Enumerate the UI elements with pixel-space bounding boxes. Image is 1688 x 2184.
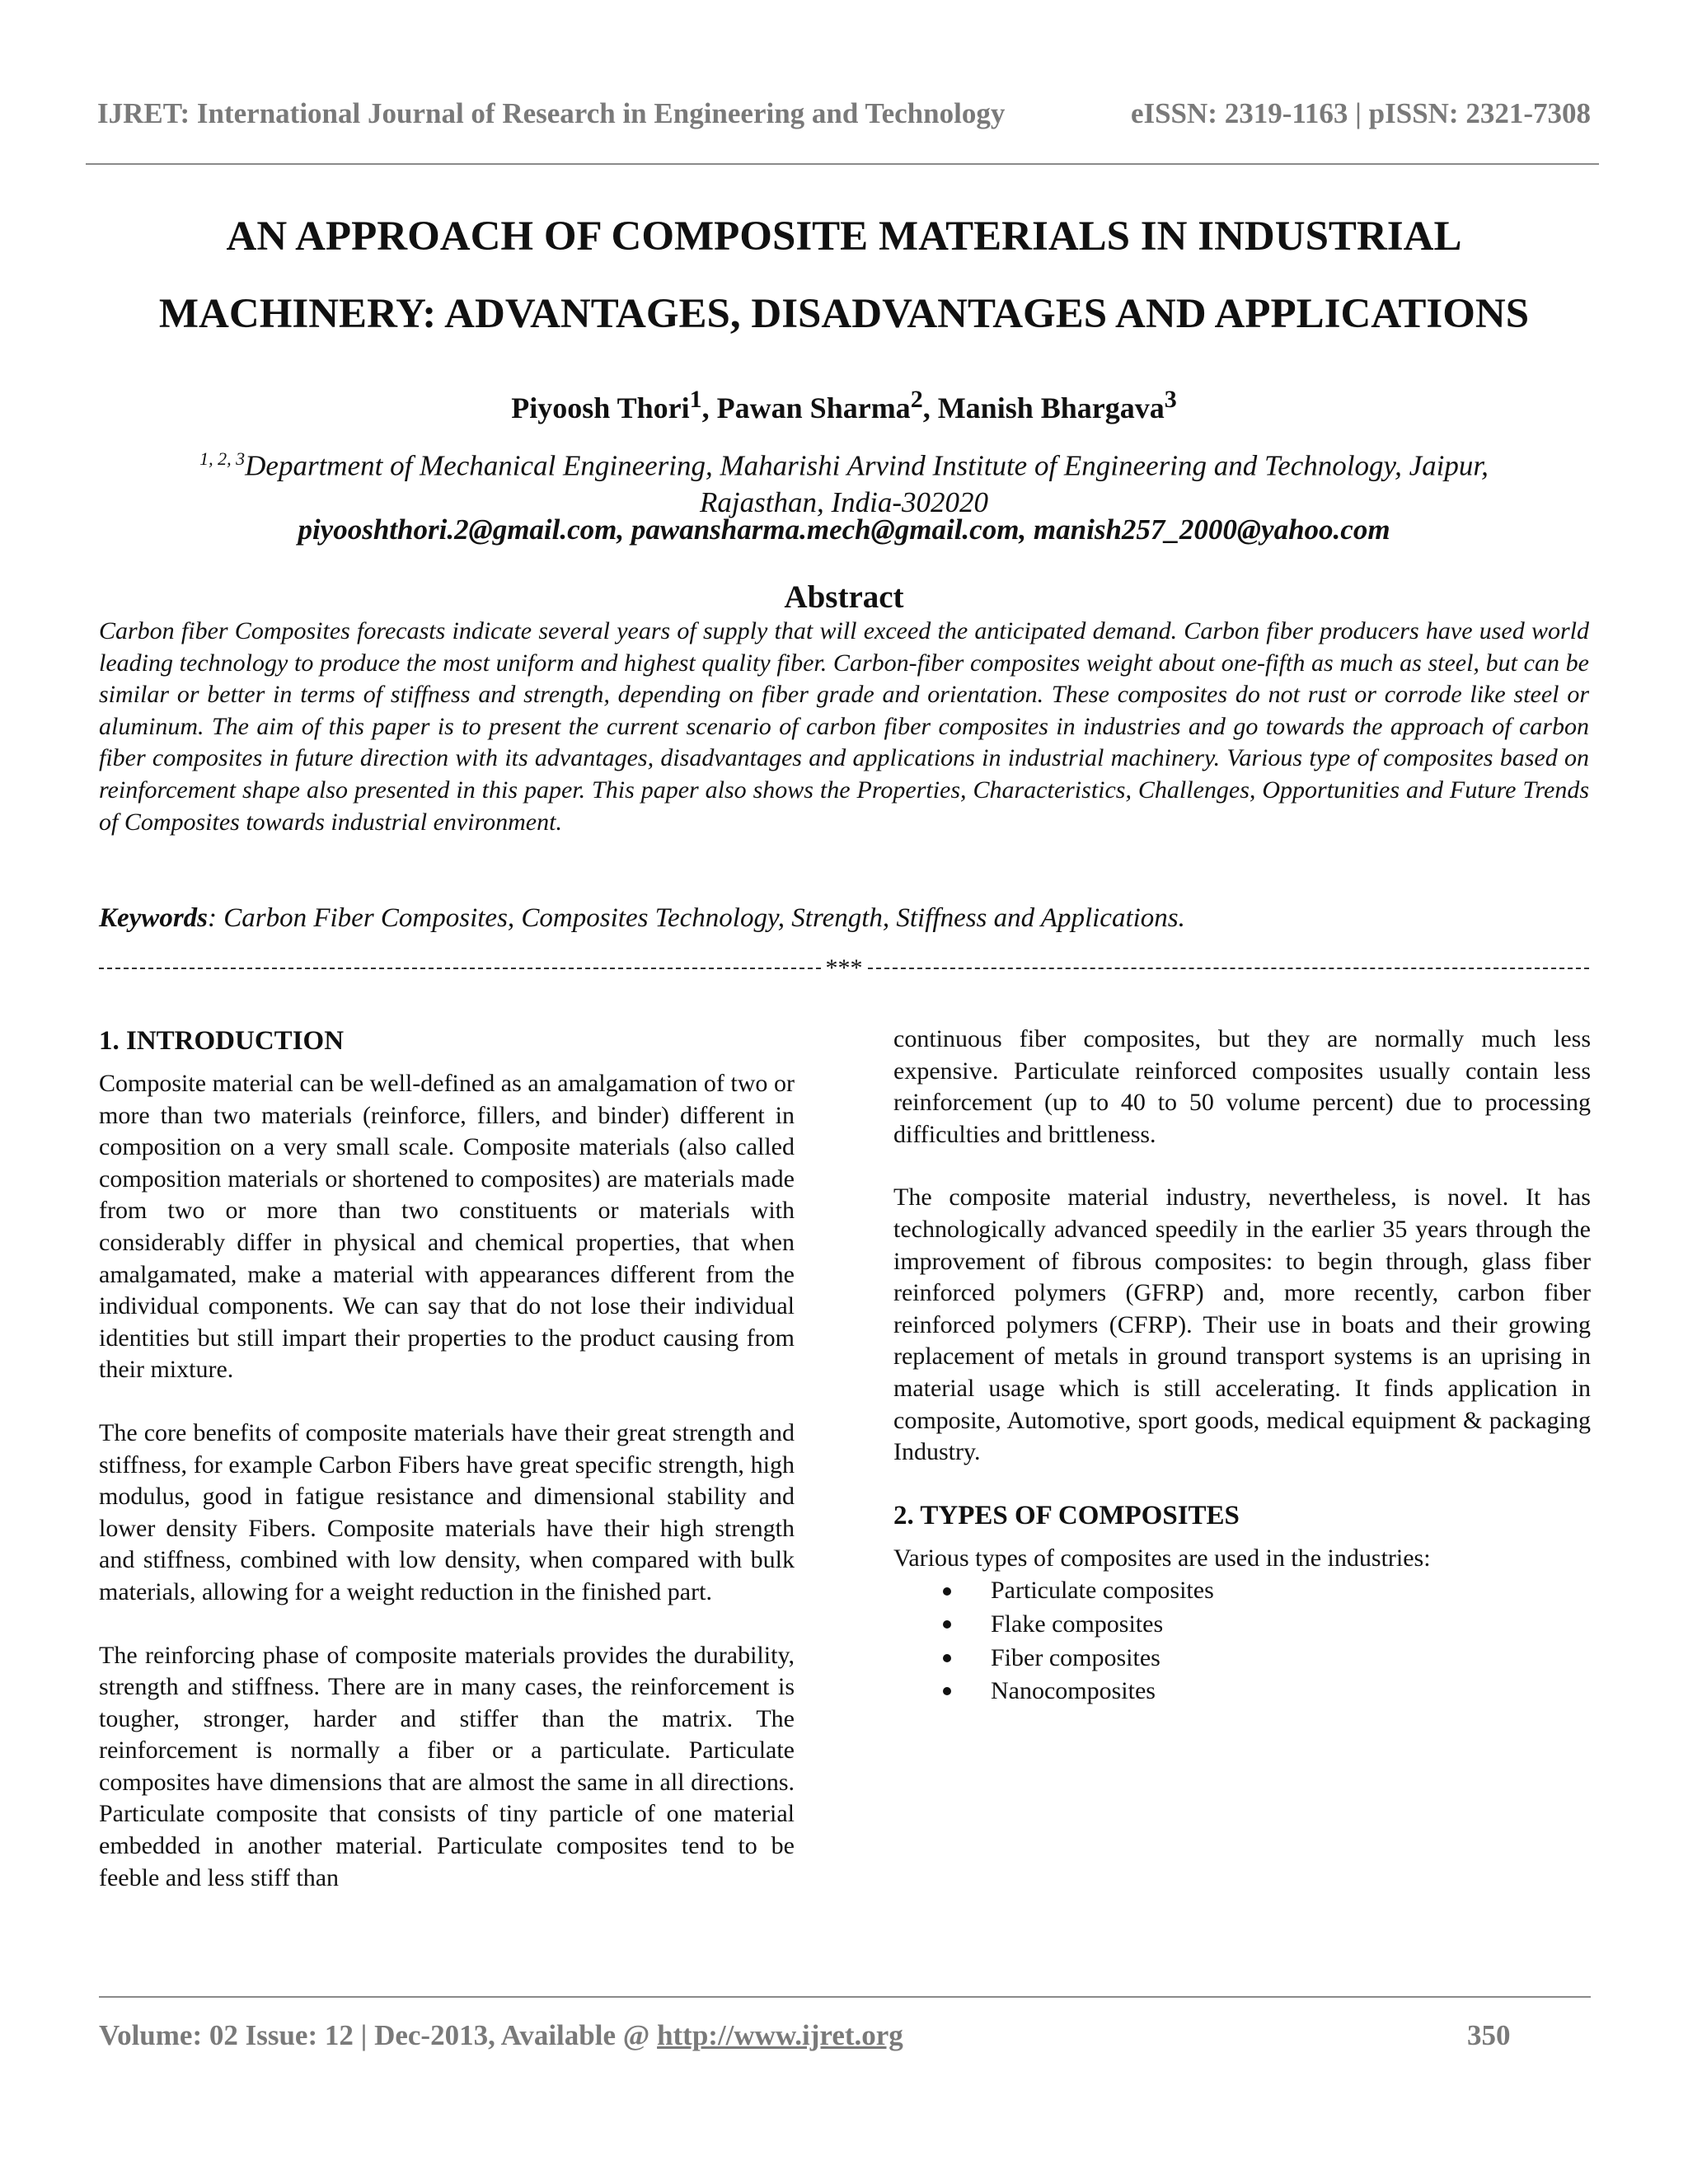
abstract-heading: Abstract [784, 579, 904, 615]
running-header [97, 97, 1591, 130]
list-item-text: Nanocomposites [991, 1677, 1156, 1705]
author-name: Manish Bhargava [937, 391, 1165, 424]
list-item [943, 1608, 1591, 1642]
author-sup: 1 [689, 386, 702, 413]
abstract-text: Carbon fiber Composites forecasts indicate several years of supply that will exceed the anticipated demand. Carbon fiber producers have used world leading technology to produce the most uniform and highest quality fiber. Carbon-fiber composites weight about one-fifth as much as steel, but can be similar or better in terms of stiffness and strength, depending on fiber grade and orientation. These composites do not rust or corrode like steel or aluminum. The aim of this paper is to present the current scenario of carbon fiber composites in industries and go towards the approach of carbon fiber composites in future direction with its advantages, disadvantages and applications in industrial machinery. Various type of composites based on reinforcement shape also presented in this paper. This paper also shows the Properties, Characteristics, Challenges, Opportunities and Future Trends of Composites towards industrial environment. [99, 617, 1589, 836]
keywords-label: Keywords [99, 903, 208, 933]
title-line-2: MACHINERY: ADVANTAGES, DISADVANTAGES AND APPLICATIONS [158, 291, 1530, 337]
list-item [943, 1675, 1591, 1708]
keywords [99, 903, 1589, 934]
types-intro: Various types of composites are used in the industries: [893, 1544, 1431, 1572]
author-separator: , [922, 391, 938, 424]
list-item-text: Particulate composites [991, 1577, 1214, 1605]
separator-dash-left [99, 968, 821, 969]
author-emails: piyooshthori.2@gmail.com, pawansharma.mech@gmail.com, manish257_2000@yahoo.com [298, 513, 1390, 546]
section-separator [99, 956, 1589, 981]
body-paragraph: The reinforcing phase of composite materials provides the durability, strength and stiffness. There are in many cases, the reinforcement is tougher, stronger, harder and stiffer than the matrix. The reinforcement is normally a fiber or a particulate. Particulate composites have dimensions that are almost the same in all directions. Particulate composite that consists of tiny particle of one material embedded in another material. Particulate composites tend to be feeble and less stiff than [99, 1641, 795, 1891]
list-item [943, 1642, 1591, 1675]
author-name: Pawan Sharma [716, 391, 911, 424]
affiliation-line-1 [124, 441, 1564, 485]
right-column [893, 1024, 1591, 1708]
body-paragraph: The core benefits of composite materials have their great strength and stiffness, for example Carbon Fibers have great specific strength, high modulus, good in fatigue resistance and dimensional stability and lower density Fibers. Composite materials have their high strength and stiffness, combined with low density, when compared with bulk materials, allowing for a weight reduction in the finished part. [99, 1418, 795, 1605]
separator-dash-right [868, 968, 1590, 969]
footer-volume-text: Volume: 02 Issue: 12 | Dec-2013, Available @ [99, 2019, 658, 2051]
bullet-icon [943, 1620, 951, 1629]
affiliation-sup: 1, 2, 3 [199, 448, 246, 469]
left-column [99, 1022, 795, 1925]
affiliation-line-2: Rajasthan, India-302020 [700, 485, 988, 518]
list-item-text: Flake composites [991, 1610, 1164, 1638]
author-separator: , [701, 391, 717, 424]
bullet-icon [943, 1687, 951, 1695]
paper-title [74, 198, 1614, 353]
author-name: Piyoosh Thori [511, 391, 690, 424]
title-line-1: AN APPROACH OF COMPOSITE MATERIALS IN INDUSTRIAL [226, 213, 1462, 260]
issn-info: eISSN: 2319-1163 | pISSN: 2321-7308 [1130, 97, 1591, 129]
separator-stars: *** [825, 954, 863, 982]
page-number: 350 [1467, 2019, 1511, 2051]
body-paragraph: continuous fiber composites, but they are normally much less expensive. Particulate reinforced composites usually contain less reinforcement (up to 40 to 50 volume percent) due to processing difficulties and brittleness. [893, 1025, 1591, 1148]
keywords-text: : Carbon Fiber Composites, Composites Technology, Strength, Stiffness and Applications. [208, 903, 1185, 933]
body-paragraph: The composite material industry, nevertheless, is novel. It has technologically advanced speedily in the earlier 35 years through the improvement of fibrous composites: to begin through, glass fiber reinforced polymers (GFRP) and, more recently, carbon fiber reinforced polymers (CFRP). Their use in boats and their growing replacement of metals in ground transport systems is an uprising in material usage which is still accelerating. It finds application in composite, Automotive, sport goods, medical equipment & packaging Industry. [893, 1183, 1591, 1466]
bullet-icon [943, 1587, 951, 1596]
footer-volume [99, 2019, 903, 2052]
list-item [943, 1574, 1591, 1608]
affiliation-text: Department of Mechanical Engineering, Maharishi Arvind Institute of Engineering and Technology, Jaipur, [245, 449, 1489, 482]
journal-link[interactable]: http://www.ijret.org [657, 2019, 903, 2051]
section-heading-introduction: 1. INTRODUCTION [99, 1026, 345, 1056]
author-sup: 3 [1164, 386, 1177, 413]
author-list [0, 386, 1688, 425]
section-heading-types: 2. TYPES OF COMPOSITES [893, 1500, 1240, 1530]
bullet-icon [943, 1654, 951, 1662]
body-paragraph: Composite material can be well-defined as an amalgamation of two or more than two materials (reinforce, fillers, and binder) different in composition on a very small scale. Composite materials (also called composition materials or shortened to composites) are materials made from two or more than two constituents or materials with considerably differ in physical and chemical properties, that when amalgamated, make a material with appearances different from the individual components. We can say that do not lose their individual identities but still impart their properties to the product causing from their mixture. [99, 1070, 795, 1384]
journal-name: IJRET: International Journal of Research in Engineering and Technology [97, 97, 1006, 129]
footer-rule [99, 1996, 1591, 1998]
author-sup: 2 [910, 386, 923, 413]
composite-types-list [893, 1574, 1591, 1708]
list-item-text: Fiber composites [991, 1643, 1160, 1671]
header-rule [86, 163, 1599, 165]
affiliation [124, 441, 1564, 521]
